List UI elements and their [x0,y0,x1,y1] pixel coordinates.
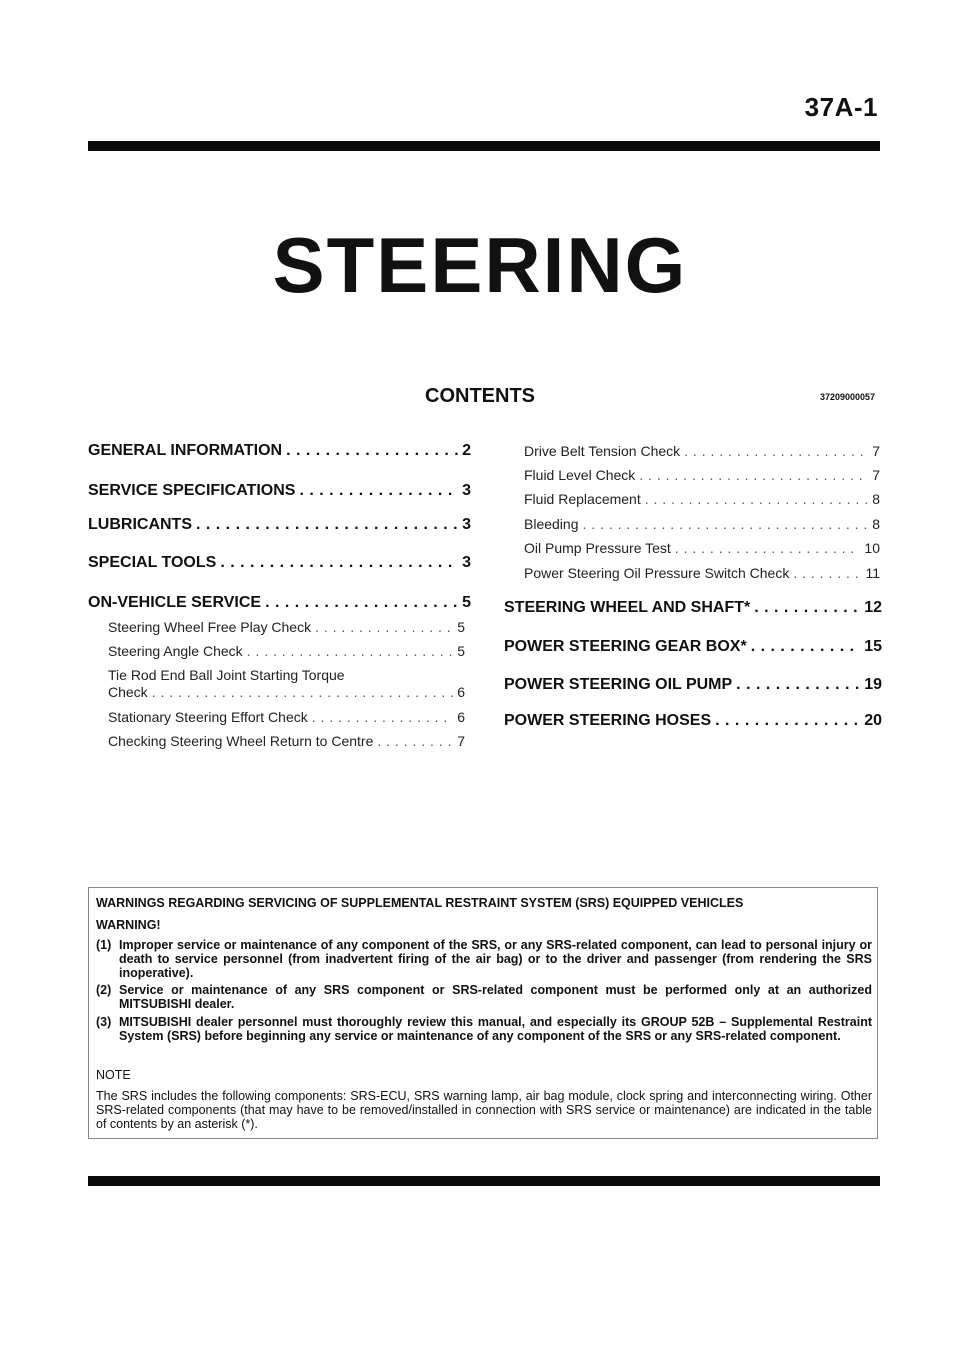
toc-title: POWER STEERING OIL PUMP [504,676,733,693]
toc-title: Drive Belt Tension Check [524,443,681,459]
toc-title: Steering Wheel Free Play Check [108,619,312,635]
toc-page: 10 [864,540,880,556]
toc-leader [583,516,869,532]
toc-title: Check [108,684,148,700]
toc-page: 19 [864,676,882,693]
toc-page: 7 [457,733,465,749]
document-code: 37209000057 [819,392,875,402]
toc-page: 5 [462,594,471,611]
toc-title: POWER STEERING HOSES [504,712,712,729]
toc-title: STEERING WHEEL AND SHAFT* [504,599,751,616]
toc-title: Steering Angle Check [108,643,243,659]
toc-title: Power Steering Oil Pressure Switch Check [524,565,790,581]
toc-page: 6 [457,684,465,700]
toc-leader [736,676,860,694]
warning-item-text: MITSUBISHI dealer personnel must thoroughly review this manual, and especially its GROUP 52B – Supplemental Restraint System (SRS) before beginning any service or maintenance of any component of the SRS or any SRS-related component. [119,1015,872,1043]
toc-subentry[interactable] [524,565,880,583]
toc-leader [751,638,861,656]
page-title: STEERING [272,221,688,309]
toc-leader [684,443,868,459]
warning-item-number: (1) [96,938,112,952]
toc-subentry[interactable] [524,467,880,485]
toc-leader [315,619,453,635]
toc-page: 5 [457,619,465,635]
toc-entry-power-steering-gear-box[interactable] [504,638,882,660]
warning-item-number: (3) [96,1015,112,1029]
toc-leader [377,733,453,749]
toc-leader [299,482,458,500]
toc-page: 7 [872,443,880,459]
toc-title: GENERAL INFORMATION [88,442,283,459]
toc-subentry[interactable] [108,733,465,751]
toc-title: SERVICE SPECIFICATIONS [88,482,296,499]
note-label: NOTE [96,1068,131,1082]
warning-item-number: (2) [96,983,112,997]
toc-leader [793,565,861,581]
page-number: 37A-1 [804,92,878,122]
toc-page: 3 [462,554,471,571]
toc-leader [675,540,861,556]
toc-leader [715,712,860,730]
toc-title: Stationary Steering Effort Check [108,709,308,725]
toc-title: Fluid Level Check [524,467,636,483]
top-rule [88,141,880,151]
toc-title: POWER STEERING GEAR BOX* [504,638,747,655]
toc-leader [286,442,458,460]
toc-leader [220,554,458,572]
toc-page: 3 [462,516,471,533]
toc-leader [196,516,458,534]
warning-item [96,983,872,1011]
toc-leader [312,709,453,725]
toc-page: 2 [462,442,471,459]
toc-subentry[interactable] [108,643,465,661]
toc-page: 3 [462,482,471,499]
toc-subentry[interactable] [108,684,465,702]
toc-page: 7 [872,467,880,483]
toc-subentry[interactable] [108,709,465,727]
warning-item-text: Improper service or maintenance of any component of the SRS, or any SRS-related component, can lead to personal injury or death to service personnel (from inadvertent firing of the air bag) or to the driver and passenger (from rendering the SRS inoperative). [119,938,872,980]
toc-page: 20 [864,712,882,729]
toc-leader [152,684,454,700]
toc-leader [247,643,454,659]
contents-heading: CONTENTS [425,385,535,407]
toc-page: 15 [864,638,882,655]
toc-entry-power-steering-hoses[interactable] [504,712,882,734]
toc-title: Bleeding [524,516,579,532]
toc-entry-service-specifications[interactable] [88,482,471,504]
toc-subentry-line1: Tie Rod End Ball Joint Starting Torque [108,667,345,683]
toc-title: Fluid Replacement [524,491,641,507]
toc-entry-on-vehicle-service[interactable] [88,594,471,616]
toc-entry-power-steering-oil-pump[interactable] [504,676,882,698]
toc-title: Checking Steering Wheel Return to Centre [108,733,374,749]
toc-leader [754,599,860,617]
toc-page: 8 [872,491,880,507]
warning-item-text: Service or maintenance of any SRS component or SRS-related component must be performed only at an authorized MITSUBISHI dealer. [119,983,872,1011]
toc-leader [645,491,868,507]
toc-leader [639,467,868,483]
toc-subentry[interactable] [108,619,465,637]
toc-leader [265,594,458,612]
warning-heading: WARNINGS REGARDING SERVICING OF SUPPLEMENTAL RESTRAINT SYSTEM (SRS) EQUIPPED VEHICLES [96,896,744,910]
toc-title: ON-VEHICLE SERVICE [88,594,262,611]
toc-entry-special-tools[interactable] [88,554,471,576]
toc-title: Oil Pump Pressure Test [524,540,671,556]
toc-title: SPECIAL TOOLS [88,554,217,571]
toc-page: 12 [864,599,882,616]
note-text: The SRS includes the following components: SRS-ECU, SRS warning lamp, air bag module, clock spring and interconnecting wiring. Other SRS-related components (that may have to be removed/installed in connection with SRS service or maintenance) are indicated in the table of contents by an asterisk (*). [96,1089,872,1131]
warning-item [96,938,872,980]
toc-entry-general-information[interactable] [88,442,471,464]
toc-title: LUBRICANTS [88,516,192,533]
toc-entry-steering-wheel-and-shaft[interactable] [504,599,882,621]
toc-page: 8 [872,516,880,532]
toc-subentry[interactable] [524,491,880,509]
warning-item [96,1015,872,1057]
toc-page: 6 [457,709,465,725]
toc-entry-lubricants[interactable] [88,516,471,538]
toc-subentry[interactable] [524,540,880,558]
toc-subentry[interactable] [524,443,880,461]
bottom-rule [88,1176,880,1186]
toc-page: 5 [457,643,465,659]
toc-subentry[interactable] [524,516,880,534]
warning-label: WARNING! [96,918,161,932]
toc-page: 11 [865,565,880,581]
